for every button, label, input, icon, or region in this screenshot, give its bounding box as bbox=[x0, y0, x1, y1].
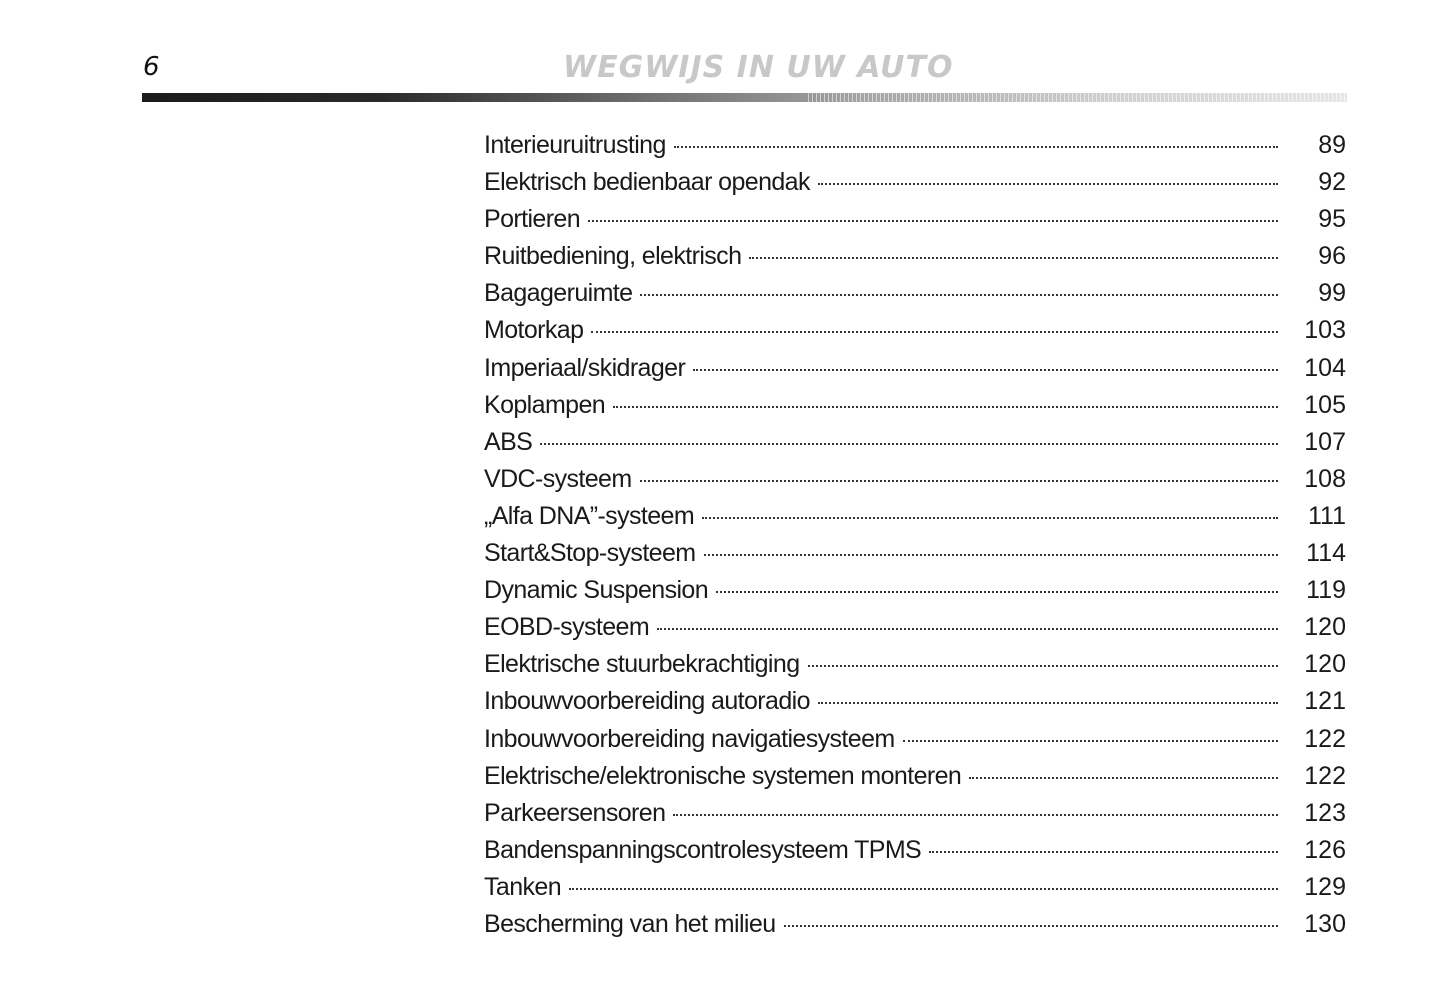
table-of-contents bbox=[484, 131, 1346, 947]
dot-leader bbox=[674, 146, 1278, 148]
dot-leader bbox=[588, 220, 1278, 222]
toc-entry-autoradio[interactable] bbox=[484, 687, 1346, 724]
dot-leader bbox=[818, 183, 1278, 185]
toc-entry-page: 123 bbox=[1304, 798, 1346, 827]
dot-leader bbox=[704, 554, 1278, 556]
dot-leader bbox=[818, 702, 1278, 704]
toc-entry-page: 103 bbox=[1304, 316, 1346, 345]
dot-leader bbox=[702, 517, 1278, 519]
toc-entry-page: 126 bbox=[1304, 835, 1346, 864]
toc-entry-portieren[interactable] bbox=[484, 205, 1346, 242]
dot-leader bbox=[540, 443, 1278, 445]
toc-entry-dynamic-suspension[interactable] bbox=[484, 576, 1346, 613]
toc-entry-title: Inbouwvoorbereiding autoradio bbox=[484, 687, 810, 716]
toc-entry-title: „Alfa DNA”-systeem bbox=[484, 501, 695, 530]
toc-entry-imperiaal[interactable] bbox=[484, 354, 1346, 391]
toc-entry-page: 111 bbox=[1307, 501, 1346, 530]
toc-entry-page: 122 bbox=[1304, 761, 1346, 790]
dot-leader bbox=[716, 591, 1278, 593]
toc-entry-title: Elektrische/elektronische systemen monteren bbox=[484, 761, 962, 790]
dot-leader bbox=[569, 888, 1278, 890]
toc-entry-title: ABS bbox=[484, 427, 533, 456]
toc-entry-opendak[interactable] bbox=[484, 168, 1346, 205]
toc-entry-title: Dynamic Suspension bbox=[484, 576, 709, 605]
toc-entry-start-stop[interactable] bbox=[484, 539, 1346, 576]
toc-entry-interieuruitrusting[interactable] bbox=[484, 131, 1346, 168]
toc-entry-title: Inbouwvoorbereiding navigatiesysteem bbox=[484, 724, 895, 753]
toc-entry-page: 105 bbox=[1304, 390, 1346, 419]
toc-entry-page: 92 bbox=[1318, 168, 1346, 197]
toc-entry-title: Interieuruitrusting bbox=[484, 131, 666, 159]
toc-entry-title: VDC-systeem bbox=[484, 464, 632, 493]
toc-entry-eobd-systeem[interactable] bbox=[484, 613, 1346, 650]
toc-entry-tanken[interactable] bbox=[484, 873, 1346, 910]
toc-entry-page: 121 bbox=[1304, 687, 1346, 716]
toc-entry-navigatiesysteem[interactable] bbox=[484, 725, 1346, 762]
dot-leader bbox=[640, 480, 1278, 482]
toc-entry-page: 108 bbox=[1304, 464, 1346, 493]
toc-entry-title: Elektrisch bedienbaar opendak bbox=[484, 168, 810, 197]
toc-entry-title: Parkeersensoren bbox=[484, 798, 666, 827]
toc-entry-title: Ruitbediening, elektrisch bbox=[484, 242, 742, 271]
toc-entry-systemen-monteren[interactable] bbox=[484, 762, 1346, 799]
toc-entry-ruitbediening[interactable] bbox=[484, 242, 1346, 279]
dot-leader bbox=[693, 369, 1278, 371]
toc-entry-title: Motorkap bbox=[484, 316, 584, 345]
toc-entry-title: Bagageruimte bbox=[484, 279, 633, 308]
toc-entry-title: Tanken bbox=[484, 872, 562, 901]
toc-entry-page: 96 bbox=[1318, 242, 1346, 271]
dot-leader bbox=[903, 740, 1278, 742]
running-title: WEGWIJS IN UW AUTO bbox=[563, 50, 954, 85]
toc-entry-parkeersensoren[interactable] bbox=[484, 799, 1346, 836]
toc-entry-title: Portieren bbox=[484, 205, 581, 234]
dot-leader bbox=[969, 777, 1278, 779]
dot-leader bbox=[591, 331, 1278, 333]
toc-entry-page: 119 bbox=[1306, 576, 1346, 605]
toc-entry-page: 120 bbox=[1304, 613, 1346, 642]
toc-entry-bagageruimte[interactable] bbox=[484, 279, 1346, 316]
toc-entry-page: 89 bbox=[1318, 131, 1346, 159]
dot-leader bbox=[808, 665, 1279, 667]
toc-entry-title: Bescherming van het milieu bbox=[484, 909, 776, 938]
dot-leader bbox=[784, 925, 1279, 927]
toc-entry-title: Imperiaal/skidrager bbox=[484, 353, 686, 382]
toc-entry-vdc-systeem[interactable] bbox=[484, 465, 1346, 502]
toc-entry-page: 95 bbox=[1318, 205, 1346, 234]
dot-leader bbox=[749, 257, 1278, 259]
toc-entry-page: 114 bbox=[1306, 539, 1346, 568]
toc-entry-title: Bandenspanningscontrolesysteem TPMS bbox=[484, 835, 922, 864]
toc-entry-abs[interactable] bbox=[484, 428, 1346, 465]
toc-entry-page: 122 bbox=[1304, 724, 1346, 753]
dot-leader bbox=[673, 814, 1278, 816]
toc-entry-page: 130 bbox=[1304, 909, 1346, 938]
toc-entry-title: Koplampen bbox=[484, 390, 606, 419]
toc-entry-title: Start&Stop-systeem bbox=[484, 539, 696, 568]
dot-leader bbox=[640, 294, 1278, 296]
toc-entry-title: Elektrische stuurbekrachtiging bbox=[484, 650, 800, 679]
toc-entry-milieu[interactable] bbox=[484, 910, 1346, 947]
toc-entry-page: 120 bbox=[1304, 650, 1346, 679]
toc-entry-koplampen[interactable] bbox=[484, 391, 1346, 428]
toc-entry-page: 104 bbox=[1304, 353, 1346, 382]
toc-entry-alfa-dna[interactable] bbox=[484, 502, 1346, 539]
dot-leader bbox=[613, 406, 1278, 408]
toc-entry-tpms[interactable] bbox=[484, 836, 1346, 873]
toc-entry-page: 99 bbox=[1318, 279, 1346, 308]
toc-entry-motorkap[interactable] bbox=[484, 316, 1346, 353]
header-rule bbox=[142, 93, 1347, 102]
toc-entry-title: EOBD-systeem bbox=[484, 613, 650, 642]
dot-leader bbox=[657, 628, 1278, 630]
dot-leader bbox=[929, 851, 1278, 853]
toc-entry-page: 107 bbox=[1304, 427, 1346, 456]
toc-entry-stuurbekrachtiging[interactable] bbox=[484, 650, 1346, 687]
toc-entry-page: 129 bbox=[1304, 872, 1346, 901]
page-number: 6 bbox=[143, 52, 160, 82]
